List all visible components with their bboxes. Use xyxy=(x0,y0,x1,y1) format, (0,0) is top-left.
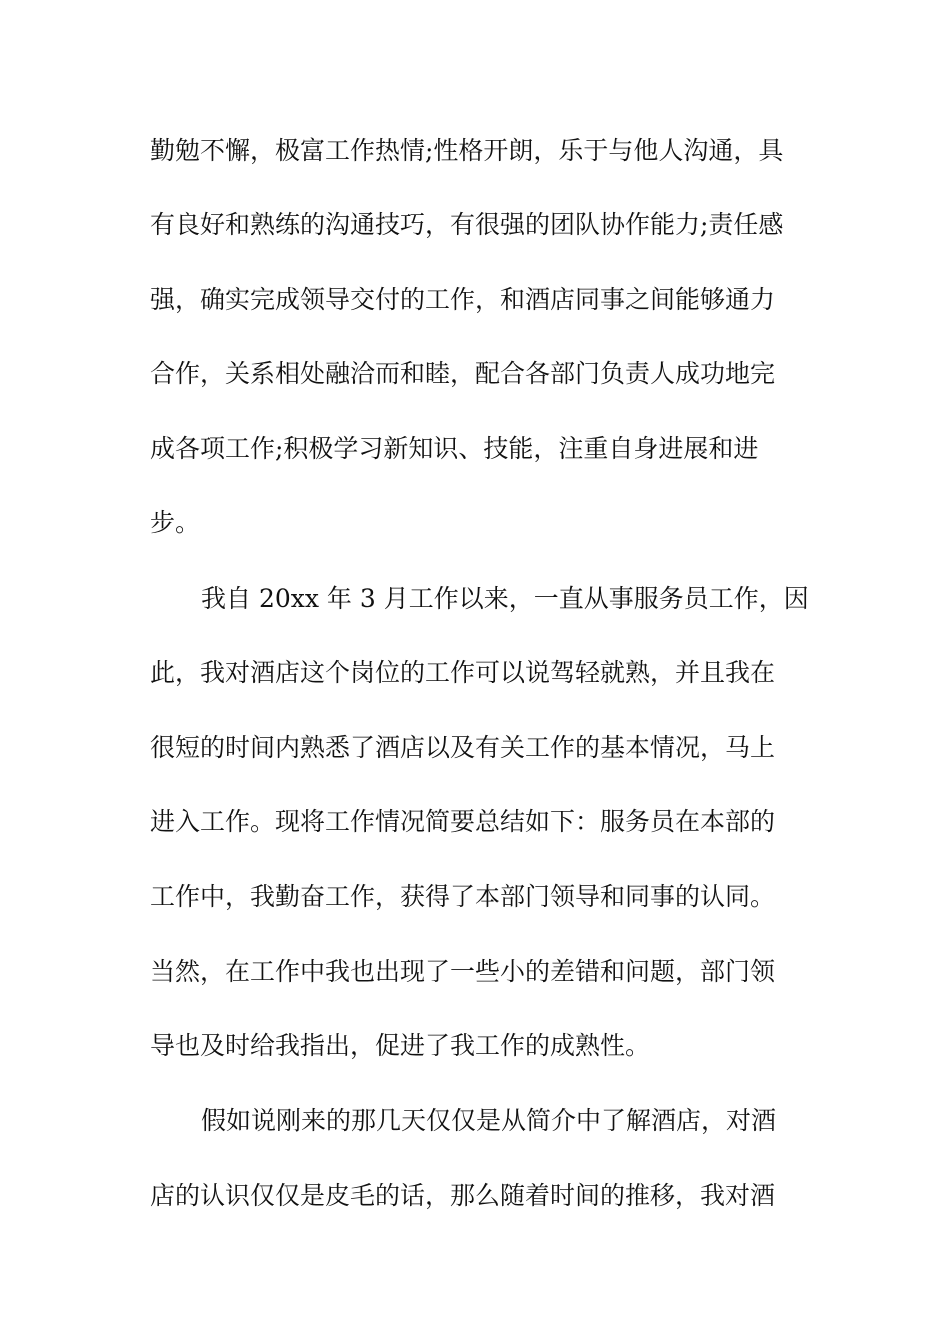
text-line: 此，我对酒店这个岗位的工作可以说驾轻就熟，并且我在 xyxy=(150,658,776,687)
text-line: 有良好和熟练的沟通技巧，有很强的团队协作能力;责任感 xyxy=(150,210,784,239)
text-line: 店的认识仅仅是皮毛的话，那么随着时间的推移，我对酒 xyxy=(150,1181,776,1210)
text-line: 勤勉不懈，极富工作热情;性格开朗，乐于与他人沟通，具 xyxy=(150,136,784,165)
text-line: 合作，关系相处融洽而和睦，配合各部门负责人成功地完 xyxy=(150,359,776,388)
text-line: 成各项工作;积极学习新知识、技能，注重自身进展和进 xyxy=(150,434,759,463)
text-line: 进入工作。现将工作情况简要总结如下：服务员在本部的 xyxy=(150,807,776,836)
text-line: 工作中，我勤奋工作，获得了本部门领导和同事的认同。 xyxy=(150,882,776,911)
text-line: 导也及时给我指出，促进了我工作的成熟性。 xyxy=(150,1031,651,1060)
paragraph-first-line: 假如说刚来的那几天仅仅是从简介中了解酒店，对酒 xyxy=(201,1106,777,1135)
text-line: 当然，在工作中我也出现了一些小的差错和问题，部门领 xyxy=(150,957,776,986)
paragraph-first-line: 我自 20xx 年 3 月工作以来，一直从事服务员工作，因 xyxy=(201,584,809,613)
text-line: 很短的时间内熟悉了酒店以及有关工作的基本情况，马上 xyxy=(150,733,776,762)
text-line: 强，确实完成领导交付的工作，和酒店同事之间能够通力 xyxy=(150,285,776,314)
text-line: 步。 xyxy=(150,508,201,537)
